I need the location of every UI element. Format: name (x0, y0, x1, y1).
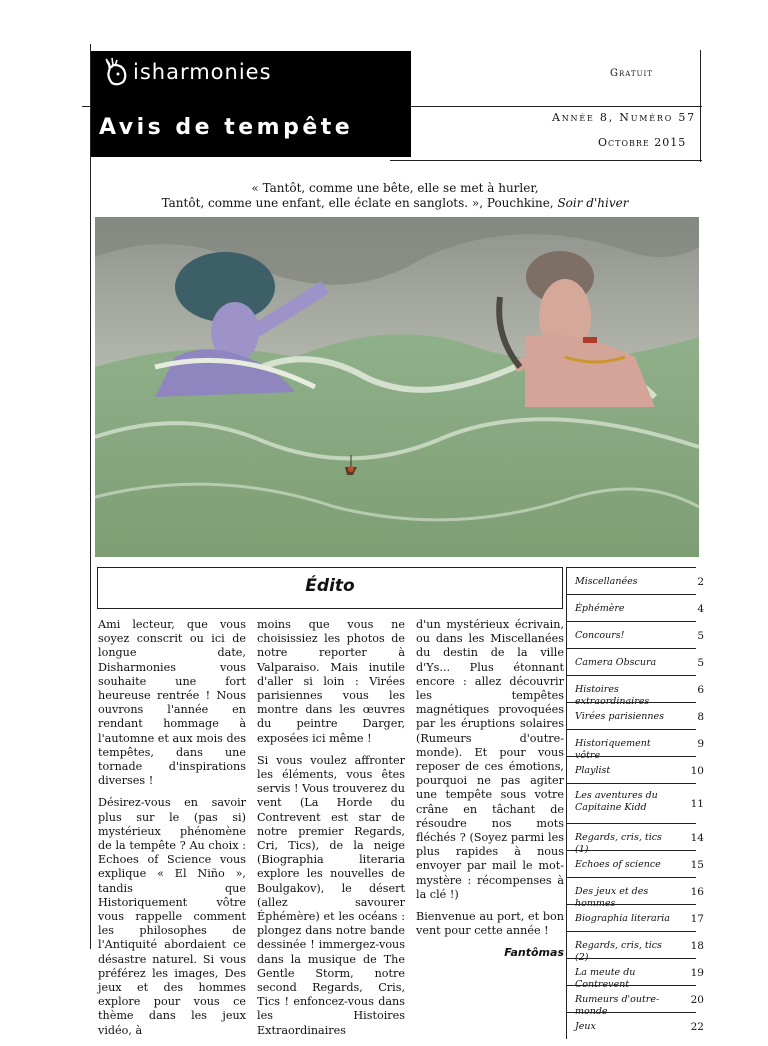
edito-title: Édito (305, 576, 355, 596)
edito-paragraph: Bienvenue au port, et bon vent pour cette année ! (416, 910, 564, 938)
left-rule (90, 44, 91, 949)
toc-entry-label: La meute du Contrevent (575, 967, 636, 990)
edito-paragraph: Si vous voulez affronter les éléments, vous êtes servis ! Vous trouverez du vent (La Horde du Contrevent est star de notre premier Regards, Cri, Tics), de la neige (Biographia literaria explore les nouvelles de Boulgakov), le désert (allez savourer Éphémère) et les océans : plongez dans notre bande dessinée ! immergez-vous dans la musique de The Gentle Storm, notre second Regards, Cris, Tics ! enfoncez-vous dans les Histoires Extraordinaires (257, 753, 405, 1037)
cover-painting (95, 217, 699, 557)
toc-entry-page: 15 (690, 859, 704, 871)
edito-paragraph: moins que vous ne choisissiez les photos de notre reporter à Valparaiso. Mais inutile d'aller si loin : Virées parisiennes vous les montre dans les œuvres du peintre Darger, exposées ici même ! (257, 618, 405, 745)
toc-entry-page: 5 (697, 657, 704, 669)
toc-entry[interactable] (566, 675, 704, 707)
toc-entry-page: 14 (690, 832, 704, 844)
toc-entry-page: 11 (690, 798, 704, 810)
toc-entry[interactable] (566, 904, 704, 931)
edito-paragraph: Ami lecteur, que vous soyez conscrit ou ici de longue date, Disharmonies vous souhaite une fort heureuse rentrée ! Nous ouvrons l'année en rendant hommage à l'automne et aux mois des tempêtes, dans une tornade d'inspirations diverses ! (98, 618, 246, 788)
toc-entry-page: 10 (690, 765, 704, 777)
edito-column-3 (416, 618, 564, 961)
toc-entry-label: Regards, cris, tics (2) (575, 940, 662, 963)
toc-entry-label: Miscellanées (575, 576, 638, 587)
toc-entry-label: Virées parisiennes (575, 711, 665, 722)
toc-entry-page: 18 (690, 940, 704, 952)
toc-entry-page: 16 (690, 886, 704, 898)
toc-entry[interactable] (566, 783, 704, 823)
edito-signature: Fantômas (504, 946, 564, 960)
dragon-logo-icon (103, 57, 129, 87)
toc-entry-label: Camera Obscura (575, 657, 657, 668)
table-of-contents (566, 567, 704, 1039)
toc-entry-page: 4 (697, 603, 704, 615)
toc-entry-label: Concours! (575, 630, 625, 641)
toc-entry-label: Éphémère (575, 603, 625, 614)
toc-entry[interactable] (566, 823, 704, 855)
toc-entry-label: Historiquement vôtre (575, 738, 651, 761)
toc-entry[interactable] (566, 594, 704, 621)
issue-number: Année 8, Numéro 57 (552, 111, 696, 124)
toc-entry-page: 2 (697, 576, 704, 588)
logo (103, 57, 272, 87)
header-rule-lower (390, 160, 702, 161)
edito-column-1 (98, 618, 246, 1046)
header-right-rule (700, 50, 701, 162)
masthead (91, 51, 411, 157)
issue-date: Octobre 2015 (598, 136, 687, 149)
epigraph-work-title: Soir d'hiver (557, 196, 629, 210)
edito-paragraph: d'un mystérieux écrivain, ou dans les Miscellanées du destin de la ville d'Ys... Plus étonnant encore : allez découvrir les tempêtes magnétiques provoquées par les éruptions solaires (Rumeurs d'outre-monde). Et pour vous reposer de ces émotions, pourquoi ne pas agiter une tempête sous votre crâne en tâchant de résoudre nos mots fléchés ? (Soyez parmi les plus rapides à nous envoyer par mail le mot-mystère : récompenses à la clé !) (416, 618, 564, 901)
toc-entry-page: 8 (697, 711, 704, 723)
price-label: Gratuit (610, 68, 653, 79)
epigraph (90, 181, 700, 211)
edito-column-2 (257, 618, 405, 1046)
logo-text: isharmonies (133, 60, 272, 84)
toc-entry-label: Rumeurs d'outre-monde (575, 994, 660, 1017)
toc-entry-label: Les aventures du Capitaine Kidd (575, 790, 658, 813)
toc-entry-page: 6 (697, 684, 704, 696)
epigraph-line-2 (90, 196, 700, 211)
toc-entry-label: Jeux (575, 1021, 596, 1032)
toc-entry[interactable] (566, 729, 704, 761)
toc-entry-label: Regards, cris, tics (1) (575, 832, 662, 855)
toc-entry[interactable] (566, 958, 704, 990)
epigraph-line-1: « Tantôt, comme une bête, elle se met à hurler, (251, 181, 539, 195)
toc-entry-label: Playlist (575, 765, 611, 776)
toc-entry[interactable] (566, 567, 704, 594)
edito-header (97, 567, 563, 609)
toc-entry-page: 22 (690, 1021, 704, 1033)
toc-entry-page: 17 (690, 913, 704, 925)
toc-entry-label: Histoires extraordinaires (575, 684, 650, 707)
toc-entry-label: Echoes of science (575, 859, 661, 870)
issue-title: Avis de tempête (99, 115, 354, 140)
toc-entry[interactable] (566, 850, 704, 877)
toc-entry-page: 20 (690, 994, 704, 1006)
toc-entry[interactable] (566, 648, 704, 675)
toc-entry-page: 19 (690, 967, 704, 979)
toc-entry-page: 5 (697, 630, 704, 642)
toc-entry[interactable] (566, 985, 704, 1017)
toc-entry[interactable] (566, 702, 704, 729)
toc-entry-label: Biographia literaria (575, 913, 670, 924)
toc-entry[interactable] (566, 1012, 704, 1039)
toc-entry[interactable] (566, 931, 704, 963)
toc-entry-label: Des jeux et des hommes (575, 886, 649, 909)
toc-entry[interactable] (566, 877, 704, 909)
epigraph-line-2-text: Tantôt, comme une enfant, elle éclate en sanglots. », Pouchkine, (161, 196, 558, 210)
edito-paragraph: Désirez-vous en savoir plus sur le (pas si) mystérieux phénomène de la tempête ? Au choix : Echoes of Science vous explique « El Niño », tandis que Historiquement vôtre vous rappelle comment les philosophes de l'Antiquité abordaient ce désastre naturel. Si vous préférez les images, Des jeux et des hommes explore pour vous ce thème dans les jeux vidéo, à (98, 796, 246, 1037)
toc-entry[interactable] (566, 756, 704, 783)
toc-entry[interactable] (566, 621, 704, 648)
toc-entry-page: 9 (697, 738, 704, 750)
